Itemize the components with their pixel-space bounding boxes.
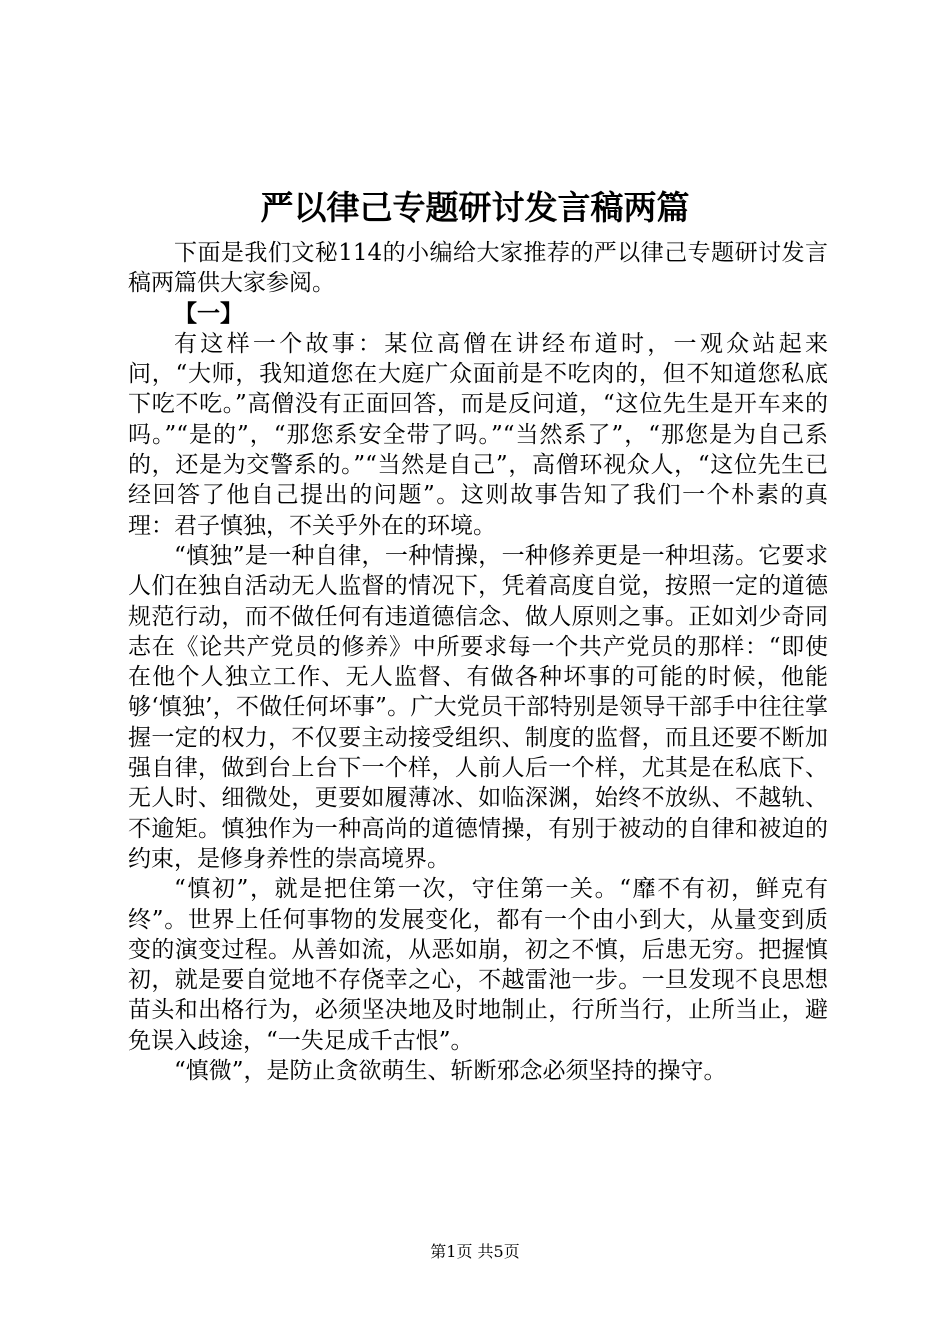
document-title: 严以律己专题研讨发言稿两篇 [260,188,690,227]
shendu-paragraph: “慎独”是一种自律，一种情操，一种修养更是一种坦荡。它要求人们在独自活动无人监督的情况下，凭着高度自觉，按照一定的道德规范行动，而不做任何有违道德信念、做人原则之事。正如刘少奇同志在《论共产党员的修养》中所要求每一个共产党员的那样：“即使在他个人独立工作、无人监督、有做各种坏事的可能的时候，他能够‘慎独’，不做任何坏事”。广大党员干部特别是领导干部手中往往掌握一定的权力，不仅要主动接受组织、制度的监督，而且还要不断加强自律，做到台上台下一个样，人前人后一个样，尤其是在私底下、无人时、细微处，更要如履薄冰、如临深渊，始终不放纵、不越轨、不逾矩。慎独作为一种高尚的道德情操，有别于被动的自律和被迫的约束，是修身养性的崇高境界。 [128,542,828,872]
section-marker: 【一】 [174,299,243,327]
intro-paragraph: 下面是我们文秘114的小编给大家推荐的严以律己专题研讨发言稿两篇供大家参阅。 [128,240,828,297]
document-body [128,238,828,1086]
shenchu-paragraph: “慎初”，就是把住第一次，守住第一关。“靡不有初，鲜克有终”。世界上任何事物的发展变化，都有一个由小到大，从量变到质变的演变过程。从善如流，从恶如崩，初之不慎，后患无穷。把握慎初，就是要自觉地不存侥幸之心，不越雷池一步。一旦发现不良思想苗头和出格行为，必须坚决地及时地制止，行所当行，止所当止，避免误入歧途，“一失足成千古恨”。 [128,876,828,1054]
story-paragraph: 有这样一个故事：某位高僧在讲经布道时，一观众站起来问，“大师，我知道您在大庭广众面前是不吃肉的，但不知道您私底下吃不吃。”高僧没有正面回答，而是反问道，“这位先生是开车来的吗。”“是的”，“那您系安全带了吗。”“当然系了”，“那您是为自己系的，还是为交警系的。”“当然是自己”，高僧环视众人，“这位先生已经回答了他自己提出的问题”。这则故事告知了我们一个朴素的真理：君子慎独，不关乎外在的环境。 [128,330,828,539]
shenwei-paragraph: “慎微”，是防止贪欲萌生、斩断邪念必须坚持的操守。 [174,1058,727,1085]
page-footer: 第1页 共5页 [430,1242,520,1261]
